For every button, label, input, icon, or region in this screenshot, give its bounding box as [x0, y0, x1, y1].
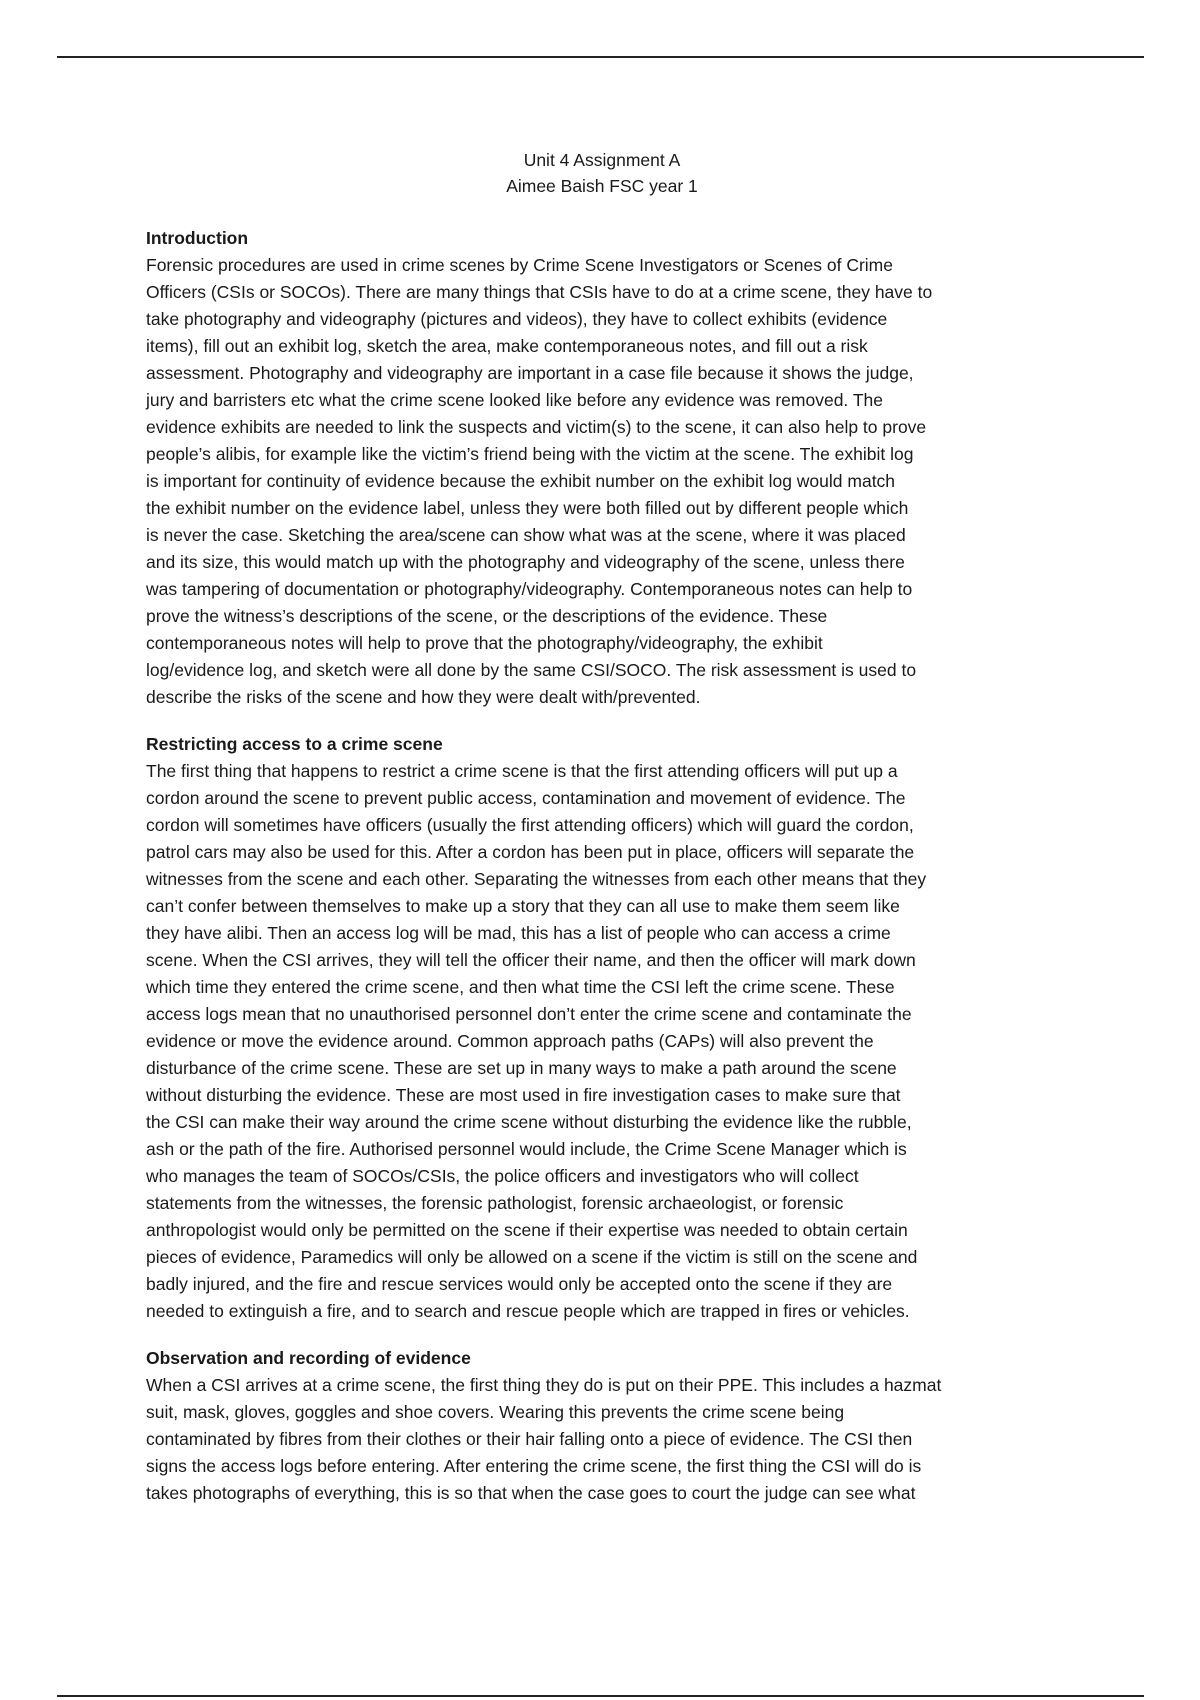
text-line: contaminated by fibres from their clothes or their hair falling onto a piece of evidence. The CSI then — [146, 1429, 913, 1449]
text-line: and its size, this would match up with the photography and videography of the scene, unless there — [146, 552, 905, 572]
text-line: take photography and videography (pictures and videos), they have to collect exhibits (evidence — [146, 309, 888, 329]
text-line: jury and barristers etc what the crime scene looked like before any evidence was removed. The — [146, 390, 883, 410]
text-line: Officers (CSIs or SOCOs). There are many things that CSIs have to do at a crime scene, they have to — [146, 282, 933, 302]
text-line: pieces of evidence, Paramedics will only be allowed on a scene if the victim is still on the scene and — [146, 1247, 918, 1267]
text-line: Forensic procedures are used in crime scenes by Crime Scene Investigators or Scenes of Crime — [146, 255, 893, 275]
section-paragraph — [146, 252, 1058, 711]
document-title: Unit 4 Assignment A — [523, 150, 681, 170]
document-body — [146, 147, 1058, 1507]
text-line: prove the witness’s descriptions of the scene, or the descriptions of the evidence. These — [146, 606, 828, 626]
text-line: When a CSI arrives at a crime scene, the first thing they do is put on their PPE. This includes a hazmat — [146, 1375, 942, 1395]
text-line: who manages the team of SOCOs/CSIs, the police officers and investigators who will collect — [146, 1166, 859, 1186]
text-line: which time they entered the crime scene, and then what time the CSI left the crime scene. These — [146, 977, 895, 997]
text-line: cordon will sometimes have officers (usually the first attending officers) which will guard the cordon, — [146, 815, 914, 835]
text-line: badly injured, and the fire and rescue services would only be accepted onto the scene if they are — [146, 1274, 893, 1294]
section — [146, 1345, 1058, 1507]
footer-rule — [57, 1695, 1144, 1697]
text-line: evidence or move the evidence around. Common approach paths (CAPs) will also prevent the — [146, 1031, 874, 1051]
text-line: was tampering of documentation or photography/videography. Contemporaneous notes can help to — [146, 579, 913, 599]
text-line: cordon around the scene to prevent public access, contamination and movement of evidence. The — [146, 788, 906, 808]
text-line: items), fill out an exhibit log, sketch the area, make contemporaneous notes, and fill out a risk — [146, 336, 868, 356]
text-line: they have alibi. Then an access log will be mad, this has a list of people who can access a crime — [146, 923, 891, 943]
text-line: the CSI can make their way around the crime scene without disturbing the evidence like the rubble, — [146, 1112, 912, 1132]
text-line: disturbance of the crime scene. These are set up in many ways to make a path around the scene — [146, 1058, 897, 1078]
text-line: patrol cars may also be used for this. After a cordon has been put in place, officers will separate the — [146, 842, 915, 862]
text-line: statements from the witnesses, the forensic pathologist, forensic archaeologist, or forensic — [146, 1193, 844, 1213]
text-line: ash or the path of the fire. Authorised personnel would include, the Crime Scene Manager which is — [146, 1139, 907, 1159]
text-line: The first thing that happens to restrict a crime scene is that the first attending officers will put up a — [146, 761, 898, 781]
text-line: takes photographs of everything, this is so that when the case goes to court the judge can see what — [146, 1483, 916, 1503]
section-heading: Introduction — [146, 228, 249, 248]
text-line: suit, mask, gloves, goggles and shoe covers. Wearing this prevents the crime scene being — [146, 1402, 845, 1422]
text-line: log/evidence log, and sketch were all done by the same CSI/SOCO. The risk assessment is used to — [146, 660, 917, 680]
text-line: without disturbing the evidence. These are most used in fire investigation cases to make sure that — [146, 1085, 901, 1105]
section-heading: Observation and recording of evidence — [146, 1348, 471, 1368]
text-line: signs the access logs before entering. After entering the crime scene, the first thing the CSI will do is — [146, 1456, 922, 1476]
section — [146, 225, 1058, 711]
text-line: witnesses from the scene and each other. Separating the witnesses from each other means that they — [146, 869, 927, 889]
text-line: is important for continuity of evidence because the exhibit number on the exhibit log would match — [146, 471, 896, 491]
text-line: scene. When the CSI arrives, they will tell the officer their name, and then the officer will mark down — [146, 950, 916, 970]
text-line: describe the risks of the scene and how they were dealt with/prevented. — [146, 687, 701, 707]
header-rule — [57, 56, 1144, 58]
text-line: the exhibit number on the evidence label, unless they were both filled out by different people which — [146, 498, 909, 518]
text-line: anthropologist would only be permitted on the scene if their expertise was needed to obtain certain — [146, 1220, 908, 1240]
text-line: can’t confer between themselves to make up a story that they can all use to make them seem like — [146, 896, 900, 916]
document-subtitle: Aimee Baish FSC year 1 — [506, 176, 698, 196]
text-line: access logs mean that no unauthorised personnel don’t enter the crime scene and contaminate the — [146, 1004, 912, 1024]
text-line: people’s alibis, for example like the victim’s friend being with the victim at the scene. The exhibit log — [146, 444, 914, 464]
text-line: assessment. Photography and videography are important in a case file because it shows the judge, — [146, 363, 914, 383]
section — [146, 731, 1058, 1325]
section-paragraph — [146, 1372, 1058, 1507]
section-heading: Restricting access to a crime scene — [146, 734, 443, 754]
text-line: evidence exhibits are needed to link the suspects and victim(s) to the scene, it can also help to prove — [146, 417, 927, 437]
text-line: contemporaneous notes will help to prove that the photography/videography, the exhibit — [146, 633, 823, 653]
section-paragraph — [146, 758, 1058, 1325]
document-sections — [146, 225, 1058, 1507]
text-line: needed to extinguish a fire, and to search and rescue people which are trapped in fires or vehicles. — [146, 1301, 910, 1321]
text-line: is never the case. Sketching the area/scene can show what was at the scene, where it was placed — [146, 525, 906, 545]
